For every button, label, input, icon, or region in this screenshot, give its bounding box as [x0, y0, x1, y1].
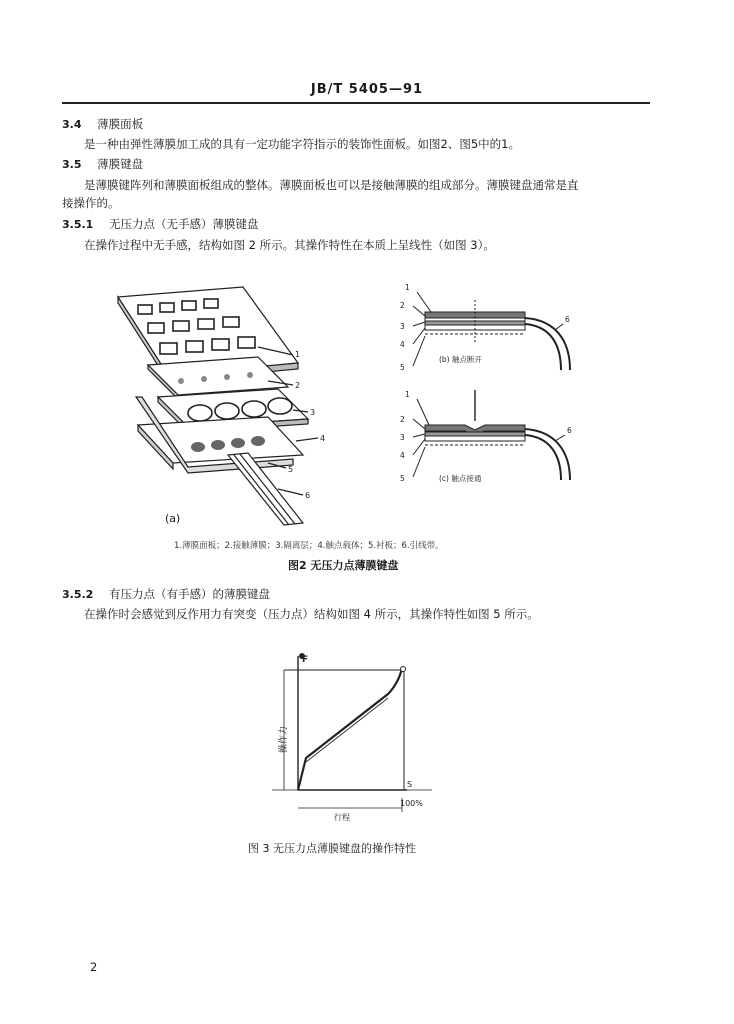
x-end-value: 100% — [400, 799, 423, 808]
y-axis-symbol: F — [302, 655, 309, 665]
section-3-5-heading — [62, 157, 143, 172]
figure2-panel-a-label: (a) — [165, 512, 181, 525]
callout-label: 6 — [567, 426, 572, 435]
callout-label: 1 — [405, 390, 410, 399]
section-3-5-body-line1: 是薄膜键阵列和薄膜面板组成的整体。薄膜面板也可以是接触薄膜的组成部分。薄膜键盘通常是直 — [84, 178, 579, 192]
section-number: 3.5 — [62, 158, 82, 171]
header-rule — [62, 102, 650, 104]
figure2-section-open — [395, 280, 595, 380]
y-axis-label: 操作力 — [279, 725, 289, 753]
figure2-caption: 图2 无压力点薄膜键盘 — [288, 559, 399, 572]
callout-label: 6 — [305, 491, 311, 500]
callout-label: 5 — [400, 474, 405, 483]
figure2-section-closed — [395, 385, 595, 490]
callout-label: 4 — [320, 434, 326, 443]
section-title: 有压力点（有手感）的薄膜键盘 — [108, 587, 270, 601]
callout-label: 5 — [288, 465, 294, 474]
callout-label: 4 — [400, 340, 405, 349]
section-number: 3.5.2 — [62, 588, 94, 601]
callout-label: 4 — [400, 451, 405, 460]
figure2-exploded-view — [108, 285, 348, 530]
section-3-5-body-line2: 接操作的。 — [62, 196, 120, 210]
callout-label: 2 — [400, 301, 405, 310]
section-number: 3.4 — [62, 118, 82, 131]
section-number: 3.5.1 — [62, 218, 94, 231]
callout-label: 6 — [565, 315, 570, 324]
callout-label: 2 — [295, 381, 301, 390]
figure2-legend: 1.薄膜面板；2.接触薄膜；3.隔离层；4.触点载体；5.衬板；6.引线带。 — [174, 541, 444, 551]
section-title: 薄膜键盘 — [97, 157, 144, 171]
callout-label: 1 — [295, 350, 301, 359]
callout-label: 5 — [400, 363, 405, 372]
figure3-caption: 图 3 无压力点薄膜键盘的操作特性 — [248, 842, 416, 855]
callout-label: 1 — [405, 283, 410, 292]
standard-header: JB/T 5405—91 — [310, 82, 424, 97]
callout-label: 3 — [400, 433, 405, 442]
section-3-5-1-body: 在操作过程中无手感，结构如图 2 所示。其操作特性在本质上呈线性（如图 3）。 — [84, 238, 495, 252]
x-axis-label: 行程 — [334, 813, 350, 822]
section-title: 无压力点（无手感）薄膜键盘 — [108, 217, 259, 231]
callout-label: 2 — [400, 415, 405, 424]
figure2-panel-c-caption: (c) 触点接通 — [439, 474, 482, 483]
callout-label: 3 — [400, 322, 405, 331]
figure2-panel-b-caption: (b) 触点断开 — [439, 355, 482, 364]
section-3-5-2-body: 在操作时会感觉到反作用力有突变（压力点）结构如图 4 所示，其操作特性如图 5 所示。 — [84, 607, 539, 621]
callout-label: 3 — [310, 408, 316, 417]
section-3-5-2-heading — [62, 587, 270, 602]
figure3-graph — [262, 648, 442, 823]
page-number: 2 — [90, 960, 98, 974]
section-3-4-body: 是一种由弹性薄膜加工成的具有一定功能字符指示的装饰性面板。如图2、图5中的1。 — [84, 137, 520, 151]
section-3-4-heading — [62, 117, 143, 132]
section-3-5-1-heading — [62, 217, 258, 232]
characteristic-curve — [298, 668, 402, 790]
section-title: 薄膜面板 — [97, 117, 144, 131]
x-end-symbol: S — [407, 780, 413, 789]
